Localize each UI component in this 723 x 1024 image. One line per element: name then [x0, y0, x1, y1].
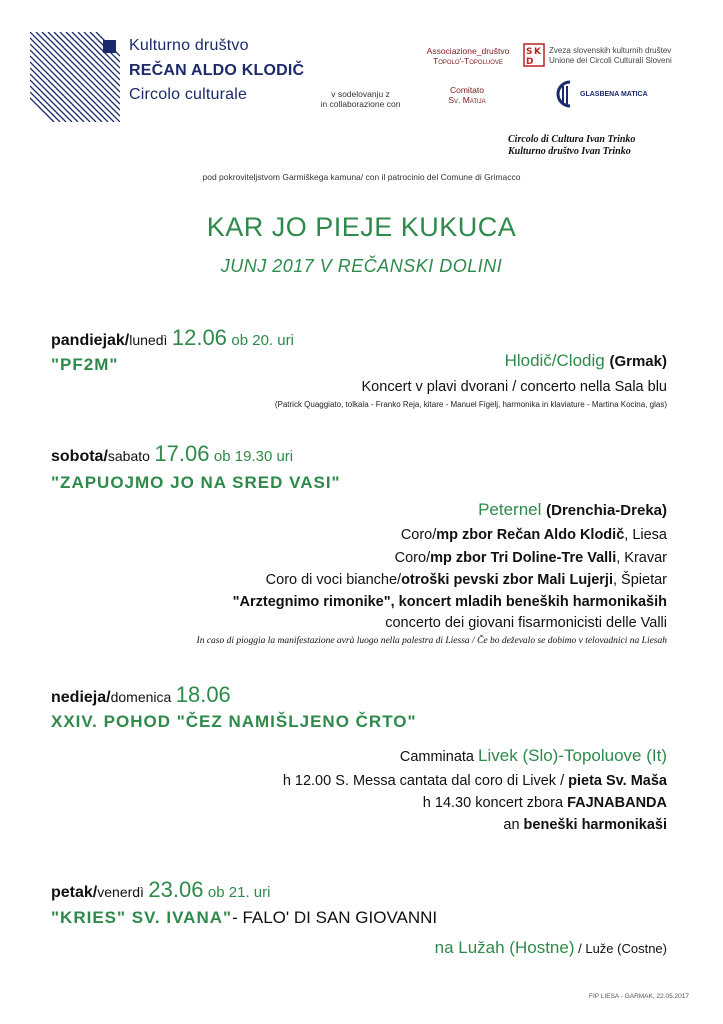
assoc-name: Associazione_društvo Topolo'-Topoluove	[426, 46, 510, 66]
event2-date-line: sobota/sabato 17.06 ob 19.30 uri	[51, 441, 294, 466]
svg-text:K: K	[534, 47, 541, 57]
zveza-logo-icon	[523, 43, 545, 67]
event1-date-line: pandiejak/lunedì 12.06 ob 20. uri	[51, 325, 294, 350]
event2-line4: "Arztegnimo rimonike", koncert mladih beneških harmonikaših	[232, 594, 667, 610]
event1-place: Hlodič/Clodig (Grmak)	[504, 351, 667, 370]
collab-text: v sodelovanju z in collaborazione con	[320, 89, 401, 109]
event1-credits: (Patrick Quaggiato, tolkala - Franko Reja, kitare - Manuel Figelj, harmonika in klaviature - Martina Kocina, glas)	[274, 400, 667, 409]
logo-square	[103, 40, 116, 53]
svg-text:D: D	[526, 57, 534, 67]
event2-rain-note: In caso di pioggia la manifestazione avrà luogo nella palestra di Liessa / Če bo deževalo se dobimo v telovadnici na Liesah	[196, 636, 667, 646]
event2-place: Peternel (Drenchia-Dreka)	[478, 500, 667, 519]
org-name-line3: Circolo culturale	[129, 86, 248, 103]
event3-title: XXIV. POHOD "ČEZ NAMIŠLJENO ČRTO"	[51, 712, 417, 731]
glasbena-matica-logo-icon	[548, 78, 578, 112]
page-subtitle: JUNJ 2017 V REČANSKI DOLINI	[220, 256, 503, 276]
event4-date-line: petak/venerdì 23.06 ob 21. uri	[51, 877, 271, 902]
event4-place: na Lužah (Hostne) / Luže (Costne)	[434, 938, 667, 957]
event4-title: "KRIES" SV. IVANA"- FALO' DI SAN GIOVANNI	[51, 908, 438, 927]
event1-desc: Koncert v plavi dvorani / concerto nella Sala blu	[361, 379, 667, 395]
event3-line2: h 14.30 koncert zbora FAJNABANDA	[422, 795, 667, 811]
patronage-line: pod pokroviteljstvom Garmiškega kamuna/ con il patrocinio del Comune di Grimacco	[202, 172, 521, 182]
event3-date-line: nedieja/domenica 18.06	[51, 682, 231, 707]
org-name-line1: Kulturno društvo	[129, 37, 249, 54]
svg-text:S: S	[526, 47, 533, 57]
org-name-line2: REČAN ALDO KLODIČ	[129, 62, 305, 79]
event1-title: "PF2M"	[51, 355, 119, 374]
glasbena-matica-name: GLASBENA MATICA	[580, 91, 648, 98]
event2-line3: Coro di voci bianche/otroški pevski zbor Mali Lujerji, Špietar	[265, 572, 667, 588]
event2-title: "ZAPUOJMO JO NA SRED VASI"	[51, 473, 341, 492]
event2-line2: Coro/mp zbor Tri Doline-Tre Valli, Kravar	[394, 550, 667, 566]
event2-line5: concerto dei giovani fisarmonicisti delle Valli	[385, 615, 667, 631]
trinko-name: Circolo di Cultura Ivan Trinko Kulturno društvo Ivan Trinko	[508, 134, 636, 157]
event3-route: Camminata Livek (Slo)-Topoluove (It)	[399, 746, 667, 765]
page-title: KAR JO PIEJE KUKUCA	[206, 212, 517, 242]
event3-line1: h 12.00 S. Messa cantata dal coro di Livek / pieta Sv. Maša	[282, 773, 667, 789]
event2-line1: Coro/mp zbor Rečan Aldo Klodič, Liesa	[400, 527, 667, 543]
event3-line3: an beneški harmonikaši	[503, 817, 667, 833]
zveza-name: Zveza slovenskih kulturnih društev Unione dei Circoli Culturali Sloveni	[549, 46, 672, 65]
footer-print-info: FIP LIESA - GARMAK, 22.05.2017	[589, 993, 689, 1000]
comitato-name: Comitato Sv. Matija	[448, 85, 486, 105]
